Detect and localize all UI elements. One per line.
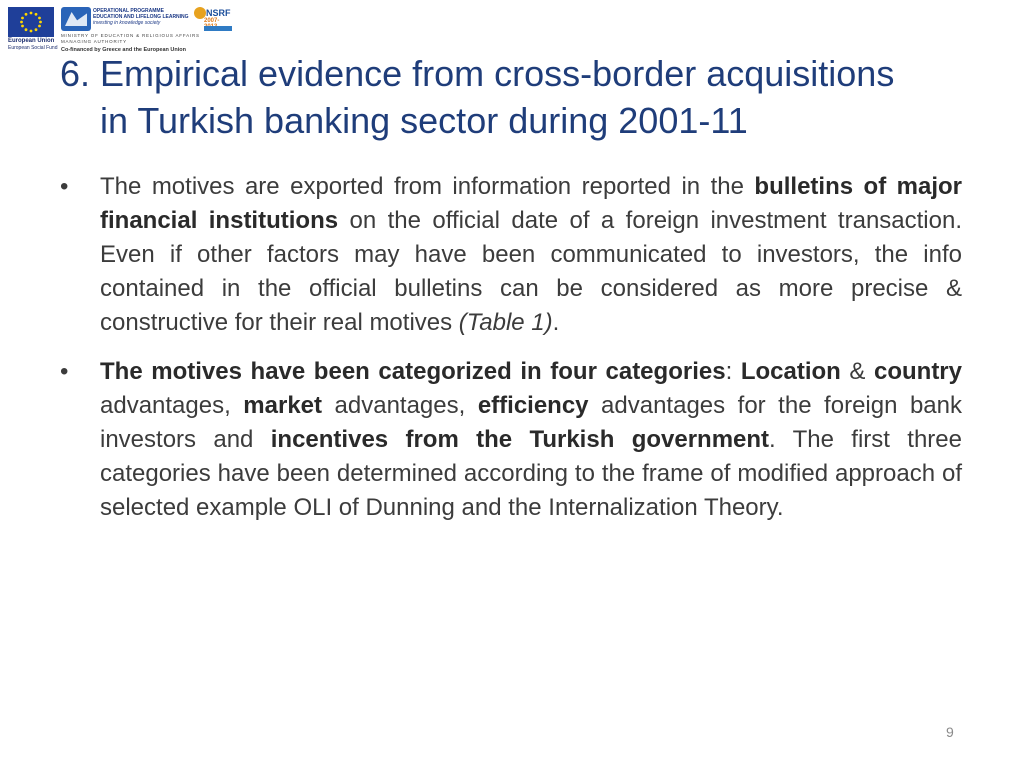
eu-flag-icon xyxy=(8,7,54,37)
eu-label: European Union xyxy=(8,38,55,44)
bullet-icon: • xyxy=(60,358,69,385)
op-authority: MANAGING AUTHORITY xyxy=(61,38,127,44)
eu-sublabel: European Social Fund xyxy=(8,44,58,51)
page-number: 9 xyxy=(946,724,954,740)
bold-phrase: Location xyxy=(740,358,841,385)
bullet-icon: • xyxy=(60,173,69,200)
bold-phrase: The motives have been categorized in four categories xyxy=(100,358,726,385)
op-line-3: investing in knowledge society xyxy=(93,20,161,26)
bold-phrase: incentives from the Turkish government xyxy=(270,426,770,453)
bold-phrase: efficiency xyxy=(477,392,589,419)
title-line-1: 6. Empirical evidence from cross-border acquisitions xyxy=(60,53,895,94)
bold-phrase: country xyxy=(873,358,962,385)
bullet-item-motive-categories: • The motives have been categorized in four categories: Location & country advantages, market advantages, efficiency advantages for the foreign bank investors and incentives from the Turkish government. The first three categories have been determined according to the frame of modified approach of selected example OLI of Dunning and the Internalization Theory. xyxy=(60,355,962,525)
title-line-2: in Turkish banking sector during 2001-11 xyxy=(100,100,748,141)
op-logo-icon xyxy=(61,7,91,31)
eu-logo xyxy=(8,7,58,54)
bullet-item-motives-source: • The motives are exported from information reported in the bulletins of major financial institutions on the official date of a foreign investment transaction. Even if other factors may have been communicated to investors, the info contained in the official bulletins can be considered as more precise & constructive for their real motives (Table 1). xyxy=(60,170,962,340)
table-reference: (Table 1) xyxy=(458,309,553,336)
nsrf-logo xyxy=(194,7,232,37)
bold-phrase: bulletins of major financial institutions xyxy=(100,173,963,234)
op-ministry: MINISTRY OF EDUCATION & RELIGIOUS AFFAIRS xyxy=(61,33,200,38)
slide-title xyxy=(60,50,1000,144)
operational-programme-logo xyxy=(61,7,200,47)
nsrf-title: NSRF xyxy=(206,8,231,18)
bold-phrase: market xyxy=(243,392,323,419)
op-line-1: OPERATIONAL PROGRAMME xyxy=(93,8,164,14)
op-line-2: EDUCATION AND LIFELONG LEARNING xyxy=(93,14,189,20)
cofinance-note: Co-financed by Greece and the European Union xyxy=(61,47,186,53)
bullet-list xyxy=(60,170,962,525)
nsrf-years: 2007- xyxy=(204,18,220,24)
nsrf-bar xyxy=(204,26,232,31)
logo-bar xyxy=(6,4,236,54)
